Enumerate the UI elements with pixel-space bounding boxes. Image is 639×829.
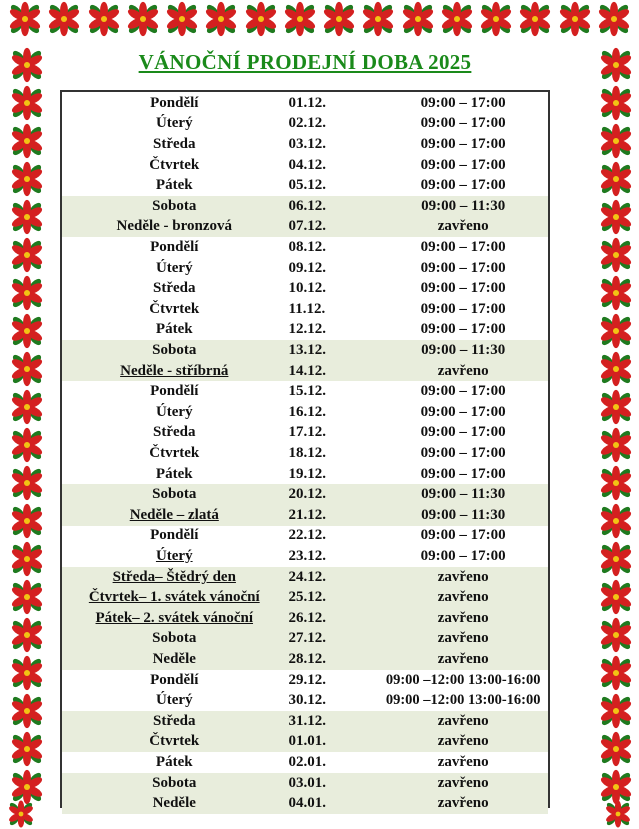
schedule-row <box>62 278 548 299</box>
hours-cell: zavřeno <box>437 712 489 729</box>
hours-cell: 09:00 – 17:00 <box>420 177 506 194</box>
poinsettia-icon <box>597 236 637 274</box>
hours-cell: zavřeno <box>437 795 489 812</box>
hours-cell: 09:00 – 17:00 <box>420 280 506 297</box>
hours-cell: zavřeno <box>437 753 489 770</box>
hours-cell: zavřeno <box>437 774 489 791</box>
schedule-row <box>62 258 548 279</box>
date-cell: 31.12. <box>288 712 327 729</box>
top-border <box>0 0 639 52</box>
schedule-row <box>62 608 548 629</box>
schedule-row <box>62 134 548 155</box>
schedule-row <box>62 505 548 526</box>
day-cell: Sobota <box>152 486 197 503</box>
schedule-row <box>62 320 548 341</box>
schedule-row <box>62 546 548 567</box>
date-cell: 12.12. <box>288 321 327 338</box>
poinsettia-icon <box>597 274 637 312</box>
poinsettia-icon <box>597 122 637 160</box>
schedule-row <box>62 752 548 773</box>
hours-cell: 09:00 – 17:00 <box>420 465 506 482</box>
date-cell: 16.12. <box>288 403 327 420</box>
date-cell: 26.12. <box>288 609 327 626</box>
date-cell: 15.12. <box>288 383 327 400</box>
hours-cell: 09:00 – 17:00 <box>420 424 506 441</box>
day-cell: Pátek <box>155 321 193 338</box>
schedule-row <box>62 464 548 485</box>
schedule-row <box>62 484 548 505</box>
page-title: VÁNOČNÍ PRODEJNÍ DOBA 2025 <box>138 50 472 74</box>
day-cell: Pondělí <box>150 238 199 255</box>
day-cell: Středa– Štědrý den <box>112 568 236 585</box>
date-cell: 18.12. <box>288 444 327 461</box>
schedule-row <box>62 649 548 670</box>
date-cell: 22.12. <box>288 527 327 544</box>
day-cell: Čtvrtek <box>149 300 200 317</box>
poinsettia-icon <box>597 388 637 426</box>
hours-cell: 09:00 – 11:30 <box>421 197 506 214</box>
poinsettia-icon <box>8 502 48 540</box>
poinsettia-icon <box>359 0 397 52</box>
day-cell: Pátek <box>155 465 193 482</box>
poinsettia-icon <box>8 312 48 350</box>
schedule-row <box>62 237 548 258</box>
day-cell: Pátek <box>155 753 193 770</box>
poinsettia-icon <box>556 0 594 52</box>
day-cell: Úterý <box>155 259 193 276</box>
hours-cell: zavřeno <box>437 218 489 235</box>
poinsettia-icon <box>597 692 637 730</box>
date-cell: 28.12. <box>288 650 327 667</box>
schedule-row <box>62 670 548 691</box>
schedule-row <box>62 217 548 238</box>
poinsettia-icon <box>8 236 48 274</box>
date-cell: 20.12. <box>288 486 327 503</box>
day-cell: Pátek– 2. svátek vánoční <box>95 609 254 626</box>
day-cell: Středa <box>153 424 196 441</box>
poinsettia-icon <box>8 122 48 160</box>
date-cell: 23.12. <box>288 547 327 564</box>
date-cell: 09.12. <box>288 259 327 276</box>
poinsettia-icon <box>597 84 637 122</box>
day-cell: Pondělí <box>150 94 199 111</box>
schedule-row <box>62 299 548 320</box>
schedule-row <box>62 155 548 176</box>
day-cell: Čtvrtek <box>149 156 200 173</box>
hours-cell: zavřeno <box>437 733 489 750</box>
poinsettia-icon <box>597 350 637 388</box>
poinsettia-icon <box>8 654 48 692</box>
poinsettia-icon <box>8 692 48 730</box>
day-cell: Neděle – zlatá <box>129 506 219 523</box>
poinsettia-icon <box>597 160 637 198</box>
day-cell: Pondělí <box>150 671 199 688</box>
poinsettia-icon <box>8 426 48 464</box>
date-cell: 19.12. <box>288 465 327 482</box>
date-cell: 04.12. <box>288 156 327 173</box>
poinsettia-icon <box>597 426 637 464</box>
poinsettia-icon <box>597 464 637 502</box>
date-cell: 29.12. <box>288 671 327 688</box>
day-cell: Čtvrtek– 1. svátek vánoční <box>88 589 260 606</box>
poinsettia-icon <box>597 502 637 540</box>
date-cell: 04.01. <box>288 795 327 812</box>
schedule-row <box>62 114 548 135</box>
poinsettia-icon <box>124 0 162 52</box>
hours-cell: zavřeno <box>437 630 489 647</box>
date-cell: 02.01. <box>288 753 327 770</box>
schedule-row <box>62 175 548 196</box>
hours-cell: zavřeno <box>437 589 489 606</box>
date-cell: 21.12. <box>288 506 327 523</box>
hours-cell: 09:00 –12:00 13:00-16:00 <box>385 692 541 709</box>
schedule-row <box>62 93 548 114</box>
date-cell: 01.12. <box>288 94 327 111</box>
day-cell: Sobota <box>152 197 197 214</box>
date-cell: 14.12. <box>288 362 327 379</box>
hours-cell: 09:00 – 17:00 <box>420 115 506 132</box>
hours-cell: 09:00 – 17:00 <box>420 321 506 338</box>
date-cell: 17.12. <box>288 424 327 441</box>
poinsettia-icon <box>163 0 201 52</box>
hours-cell: 09:00 – 17:00 <box>420 444 506 461</box>
poinsettia-icon <box>8 350 48 388</box>
day-cell: Úterý <box>155 692 193 709</box>
right-border <box>597 46 637 806</box>
hours-cell: 09:00 – 11:30 <box>421 341 506 358</box>
day-cell: Neděle <box>152 650 196 667</box>
poinsettia-icon <box>8 84 48 122</box>
schedule-row <box>62 793 548 814</box>
day-cell: Neděle - bronzová <box>116 218 233 235</box>
day-cell: Pondělí <box>150 527 199 544</box>
schedule-row <box>62 690 548 711</box>
poinsettia-icon <box>6 799 36 829</box>
poinsettia-icon <box>597 616 637 654</box>
poinsettia-icon <box>242 0 280 52</box>
date-cell: 08.12. <box>288 238 327 255</box>
day-cell: Středa <box>153 712 196 729</box>
hours-cell: 09:00 – 11:30 <box>421 506 506 523</box>
date-cell: 25.12. <box>288 589 327 606</box>
hours-cell: zavřeno <box>437 609 489 626</box>
schedule-row <box>62 629 548 650</box>
date-cell: 06.12. <box>288 197 327 214</box>
date-cell: 05.12. <box>288 177 327 194</box>
poinsettia-icon <box>438 0 476 52</box>
hours-cell: 09:00 – 17:00 <box>420 403 506 420</box>
hours-cell: 09:00 –12:00 13:00-16:00 <box>385 671 541 688</box>
schedule-row <box>62 526 548 547</box>
day-cell: Sobota <box>152 341 197 358</box>
hours-cell: 09:00 – 17:00 <box>420 156 506 173</box>
poinsettia-icon <box>8 160 48 198</box>
poinsettia-icon <box>8 616 48 654</box>
day-cell: Pátek <box>155 177 193 194</box>
date-cell: 07.12. <box>288 218 327 235</box>
poinsettia-icon <box>281 0 319 52</box>
poinsettia-icon <box>516 0 554 52</box>
day-cell: Sobota <box>152 774 197 791</box>
hours-cell: 09:00 – 17:00 <box>420 135 506 152</box>
poinsettia-icon <box>597 654 637 692</box>
poinsettia-icon <box>477 0 515 52</box>
schedule-row <box>62 381 548 402</box>
poinsettia-icon <box>85 0 123 52</box>
date-cell: 30.12. <box>288 692 327 709</box>
poinsettia-icon <box>597 540 637 578</box>
poinsettia-icon <box>45 0 83 52</box>
poinsettia-icon <box>8 274 48 312</box>
day-cell: Pondělí <box>150 383 199 400</box>
day-cell: Sobota <box>152 630 197 647</box>
hours-cell: 09:00 – 11:30 <box>421 486 506 503</box>
date-cell: 03.01. <box>288 774 327 791</box>
poinsettia-icon <box>8 388 48 426</box>
schedule-row <box>62 732 548 753</box>
hours-cell: zavřeno <box>437 650 489 667</box>
date-cell: 27.12. <box>288 630 327 647</box>
poinsettia-icon <box>399 0 437 52</box>
hours-cell: 09:00 – 17:00 <box>420 238 506 255</box>
schedule-row <box>62 423 548 444</box>
date-cell: 13.12. <box>288 341 327 358</box>
date-cell: 10.12. <box>288 280 327 297</box>
hours-cell: 09:00 – 17:00 <box>420 300 506 317</box>
poinsettia-icon <box>8 578 48 616</box>
poinsettia-icon <box>8 540 48 578</box>
date-cell: 03.12. <box>288 135 327 152</box>
day-cell: Úterý <box>155 115 193 132</box>
day-cell: Neděle <box>152 795 196 812</box>
date-cell: 24.12. <box>288 568 327 585</box>
date-cell: 02.12. <box>288 115 327 132</box>
date-cell: 11.12. <box>288 300 326 317</box>
poinsettia-icon <box>597 578 637 616</box>
schedule-row <box>62 567 548 588</box>
poinsettia-icon <box>8 730 48 768</box>
schedule-row <box>62 402 548 423</box>
day-cell: Středa <box>153 280 196 297</box>
schedule-row <box>62 196 548 217</box>
day-cell: Středa <box>153 135 196 152</box>
day-cell: Úterý <box>155 547 193 564</box>
schedule-row <box>62 340 548 361</box>
date-cell: 01.01. <box>288 733 327 750</box>
poinsettia-icon <box>320 0 358 52</box>
schedule-row <box>62 361 548 382</box>
hours-cell: 09:00 – 17:00 <box>420 547 506 564</box>
hours-cell: 09:00 – 17:00 <box>420 94 506 111</box>
poinsettia-icon <box>603 799 633 829</box>
schedule-table <box>60 90 550 812</box>
poinsettia-icon <box>595 0 633 52</box>
hours-cell: 09:00 – 17:00 <box>420 527 506 544</box>
poinsettia-icon <box>6 0 44 52</box>
day-cell: Neděle - stříbrná <box>120 362 229 379</box>
poinsettia-icon <box>202 0 240 52</box>
day-cell: Čtvrtek <box>149 444 200 461</box>
poinsettia-icon <box>597 730 637 768</box>
poinsettia-icon <box>597 198 637 236</box>
day-cell: Úterý <box>155 403 193 420</box>
schedule-row <box>62 443 548 464</box>
hours-cell: zavřeno <box>437 362 489 379</box>
schedule-row <box>62 711 548 732</box>
hours-cell: 09:00 – 17:00 <box>420 259 506 276</box>
hours-cell: 09:00 – 17:00 <box>420 383 506 400</box>
poinsettia-icon <box>8 464 48 502</box>
day-cell: Čtvrtek <box>149 733 200 750</box>
schedule-row <box>62 587 548 608</box>
hours-cell: zavřeno <box>437 568 489 585</box>
left-border <box>8 46 48 806</box>
schedule-row <box>62 773 548 794</box>
poinsettia-icon <box>8 198 48 236</box>
poinsettia-icon <box>597 312 637 350</box>
